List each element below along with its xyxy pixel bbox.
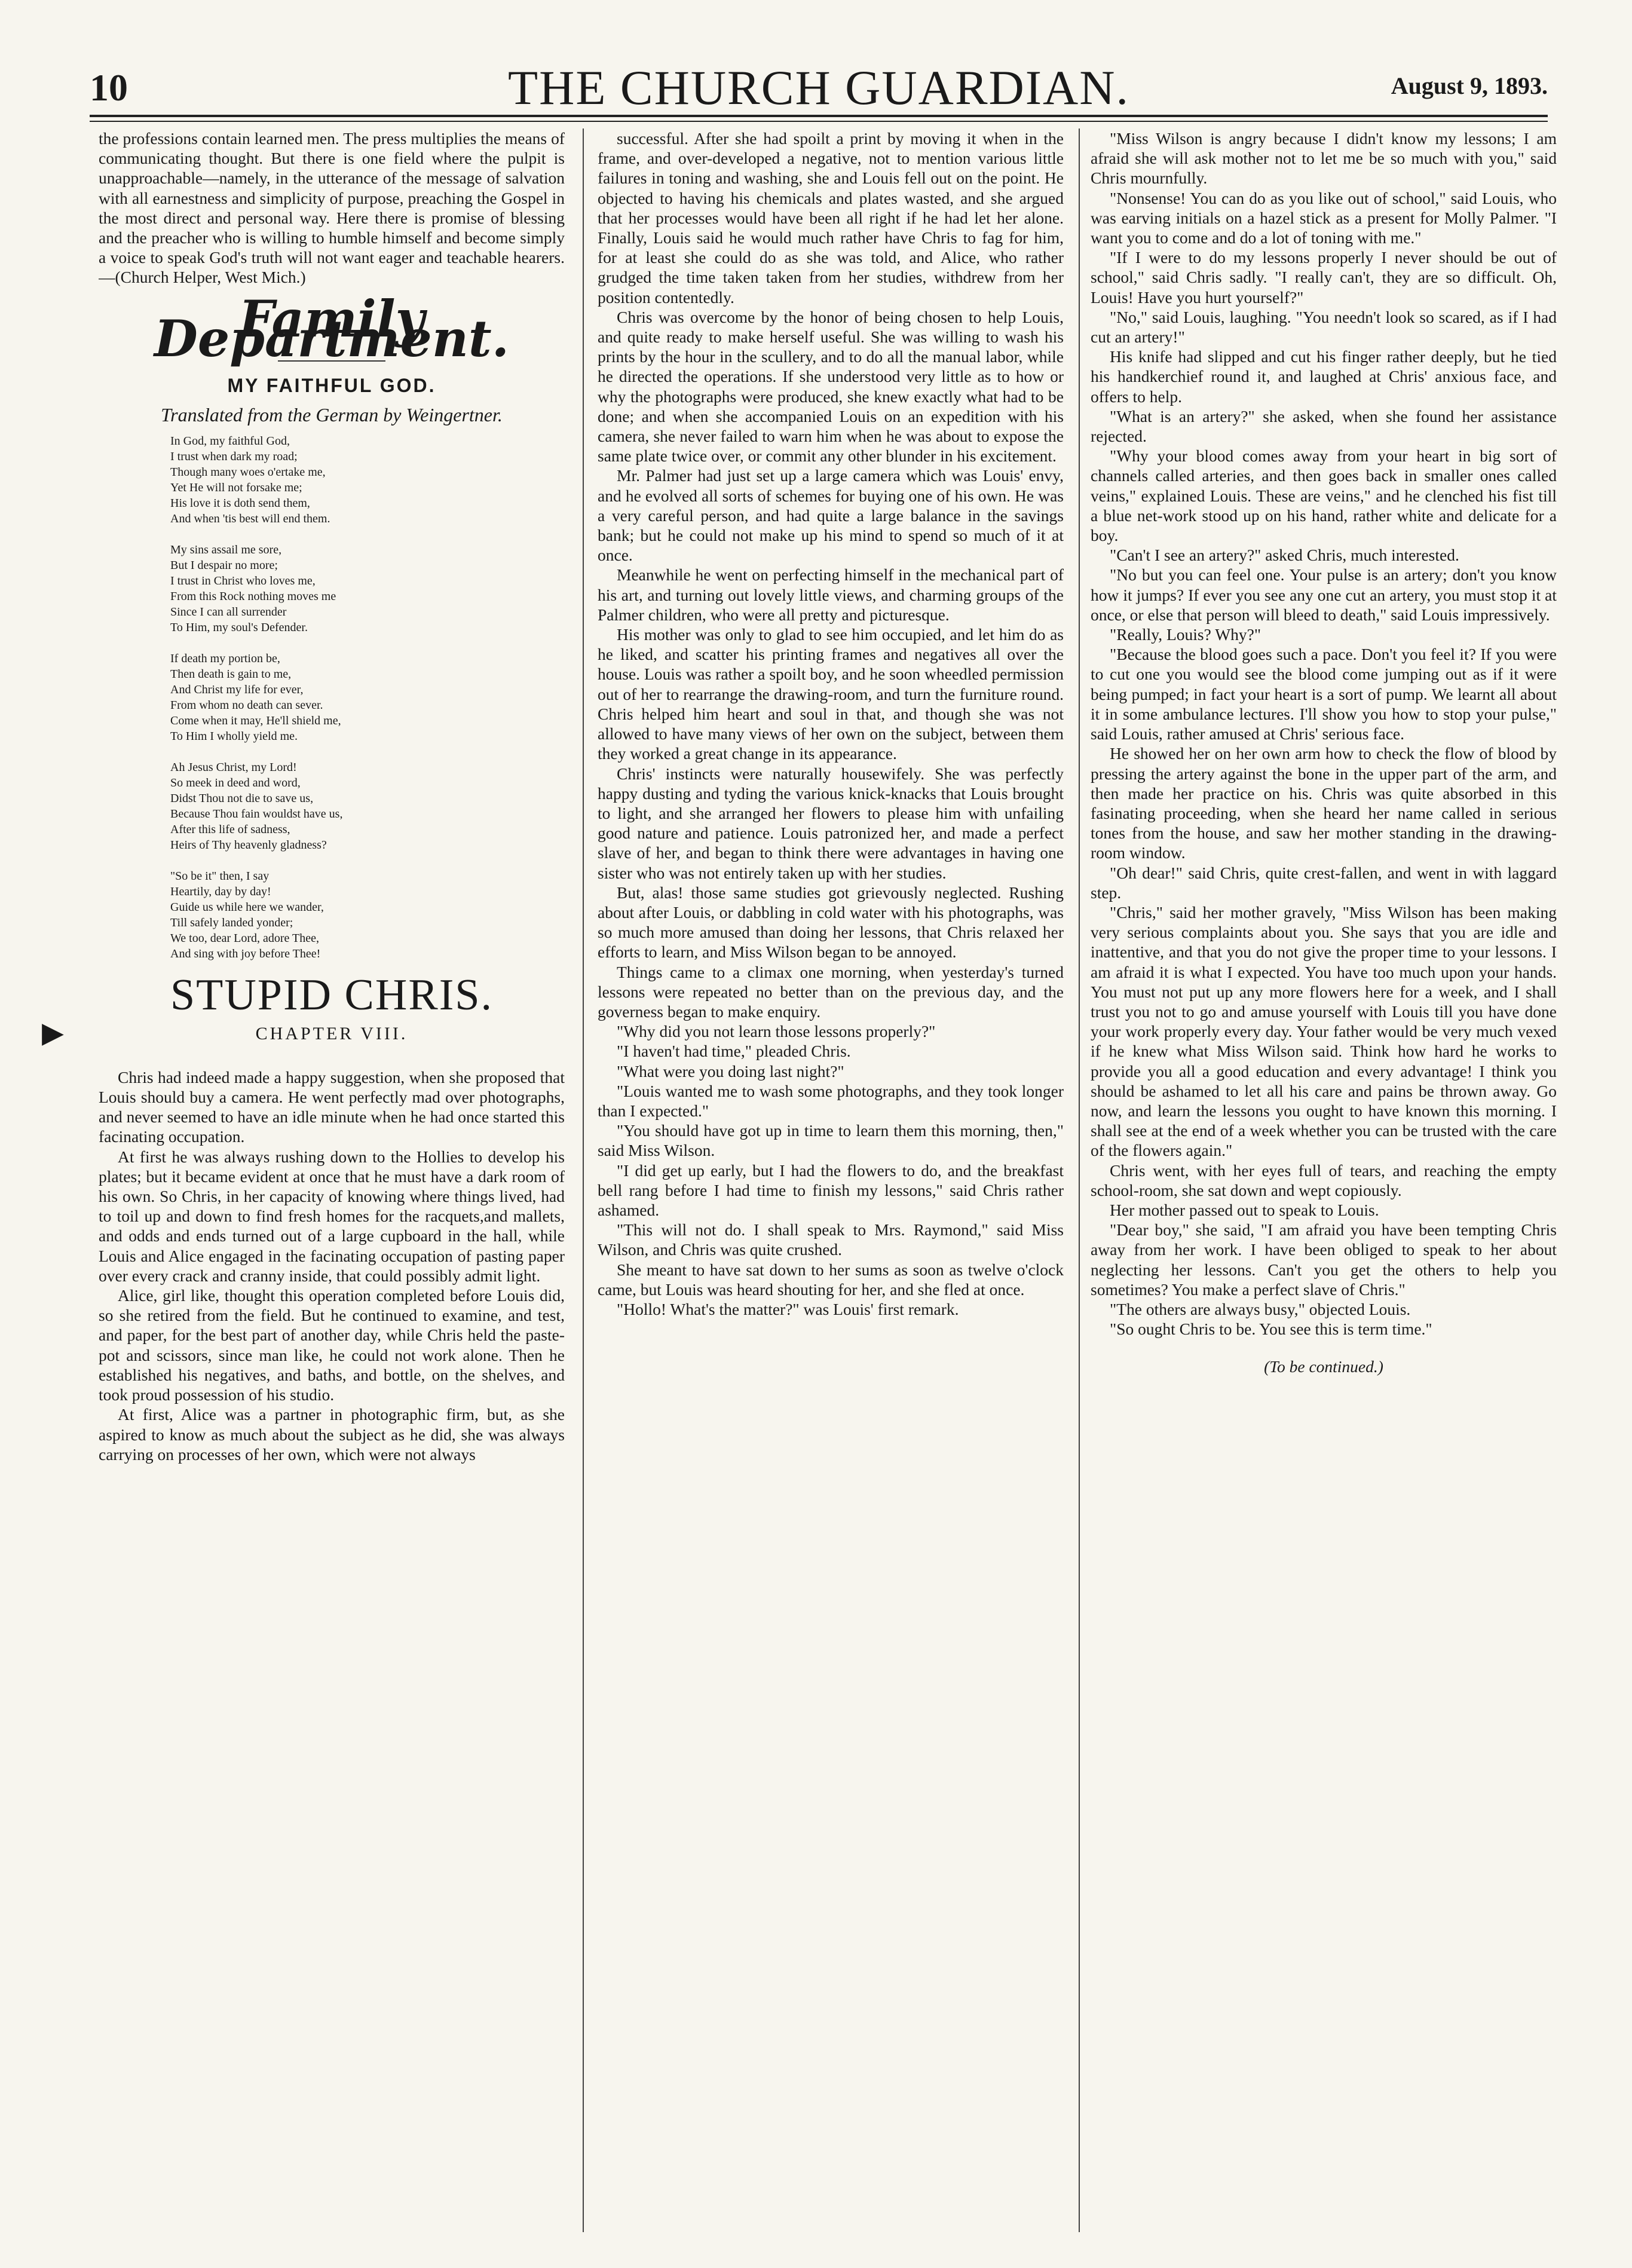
paragraph: He showed her on her own arm how to check the flow of blood by pressing the artery against the bone in the upper part of the arm, and then made her practice on his. Chris was quite absorbed in this fasinating proceeding, when she heard her name called in serious tones from the house, and saw her mother standing in the drawing-room window.	[1091, 744, 1557, 862]
poem-line: I trust in Christ who loves me,	[170, 574, 316, 588]
poem-line: And sing with joy before Thee!	[170, 947, 321, 961]
story-title: STUPID CHRIS.	[170, 971, 493, 1020]
paragraph: Chris had indeed made a happy suggestion, when she proposed that Louis should buy a camera. He went perfectly mad over photographs, and never seemed to have an idle minute when he had once started this facinating occupation.	[99, 1067, 565, 1146]
paragraph: "Miss Wilson is angry because I didn't know my lessons; I am afraid she will ask mother not to let me be so much with you," said Chris mournfully.	[1091, 129, 1557, 188]
page-number: 10	[90, 66, 128, 109]
paragraph: "What is an artery?" she asked, when she found her assistance rejected.	[1091, 406, 1557, 446]
paragraph: "So ought Chris to be. You see this is term time."	[1110, 1320, 1432, 1339]
margin-arrow-icon: ▶	[42, 1017, 64, 1049]
poem-line: Didst Thou not die to save us,	[170, 792, 314, 806]
article-ending: the professions contain learned men. The press multiplies the means of communicating thought. But there is one field where the pulpit is unapproachable—namely, in the utterance of the message of salvation with all earnestness and simplicity of purpose, preaching the Gospel in the most direct and personal way. Here there is promise of blessing and the preacher who is willing to humble himself and become simply a voice to speak God's truth will not want eager and teachable hearers.—(Church Helper, West Mich.)	[99, 129, 565, 287]
poem-line: Come when it may, He'll shield me,	[170, 714, 341, 728]
poem-stanza	[170, 433, 565, 527]
paragraph: successful. After she had spoilt a print by moving it when in the frame, and over-developed a negative, not to mention various little failures in toning and washing, she and Louis fell out on the point. He objected to having his chemicals and plates wasted, and she argued that her processes would have been all right if he had let her alone. Finally, Louis said he would much rather have Chris to fag for him, for at least she could do as she was told, and Alice, who rather grudged the time taken taken from her studies, withdrew from her position contentedly.	[598, 129, 1064, 307]
poem-line: Then death is gain to me,	[170, 668, 292, 681]
paragraph: Things came to a climax one morning, when yesterday's turned lessons were repeated no better than on the previous day, and the governess began to make enquiry.	[598, 962, 1064, 1021]
paragraph: Mr. Palmer had just set up a large camera which was Louis' envy, and he evolved all sorts of schemes for buying one of his own. He was a very careful person, and had quite a large balance in the savings bank; but he could not make up his mind to spend so much of it at once.	[598, 466, 1064, 565]
poem-body	[99, 433, 565, 962]
paragraph: "What were you doing last night?"	[617, 1061, 844, 1081]
column-3	[1091, 128, 1557, 2244]
paragraph: Her mother passed out to speak to Louis.	[1110, 1200, 1379, 1219]
poem-line: Heirs of Thy heavenly gladness?	[170, 838, 327, 852]
paragraph: "Nonsense! You can do as you like out of school," said Louis, who was earving initials on a hazel stick as a present for Molly Palmer. "I want you to come and do a lot of toning with me."	[1091, 188, 1557, 247]
paragraph: "Why your blood comes away from your heart in big sort of channels called arteries, and then goes back in smaller ones called veins," explained Louis. These are veins," and he clenched his fist till a blue net-work stood up on his hand, rather white and delicate for a boy.	[1091, 446, 1557, 545]
poem-stanza	[170, 760, 565, 853]
paragraph: "The others are always busy," objected Louis.	[1110, 1299, 1411, 1318]
masthead	[90, 60, 1548, 120]
poem-line: From this Rock nothing moves me	[170, 590, 336, 604]
paragraph: "If I were to do my lessons properly I never should be out of school," said Chris sadly. "I really can't, they are so difficult. Oh, Louis! Have you hurt yourself?"	[1091, 248, 1557, 307]
paragraph: She meant to have sat down to her sums as soon as twelve o'clock came, but Louis was heard shouting for her, and she fled at once.	[598, 1260, 1064, 1299]
paragraph: At first, Alice was a partner in photographic firm, but, as she aspired to know as much about the subject as he did, she was always carrying on processes of her own, which were not always	[99, 1405, 565, 1464]
story-text	[1091, 128, 1557, 1339]
poem-line: I trust when dark my road;	[170, 450, 298, 464]
paragraph: "Chris," said her mother gravely, "Miss Wilson has been making very serious complaints about you. She says that you are idle and inattentive, and that you do not give the proper time to your lessons. I am afraid it is what I expected. You have too much upon your hands. You must not put up any more flowers here for a week, and I shall trust you not to go and amuse yourself with Louis till you have done your work properly every day. Your father would be very much vexed if he knew what Miss Wilson said. Think how hard he works to provide you all a good education and every advantage! I think you should be ashamed to let all his care and pains be thrown away. Go now, and learn the lessons you ought to have known this morning. I shall see at the end of a week whether you can be trusted with the care of the flowers again."	[1091, 902, 1557, 1160]
column-2	[598, 128, 1064, 2244]
paragraph: Meanwhile he went on perfecting himself in the mechanical part of his art, and turning out lovely little views, and charming groups of the Palmer children, who were all pretty and picturesque.	[598, 565, 1064, 624]
paragraph: "Really, Louis? Why?"	[1110, 625, 1261, 644]
poem-line: Till safely landed yonder;	[170, 916, 293, 930]
chapter-heading: CHAPTER VIII.	[255, 1023, 408, 1043]
poem-stanza	[170, 868, 565, 962]
poem-stanza	[170, 651, 565, 744]
poem-line: From whom no death can sever.	[170, 699, 323, 712]
header-rule-thick	[90, 115, 1548, 117]
poem-line: Ah Jesus Christ, my Lord!	[170, 761, 297, 775]
paragraph: "No," said Louis, laughing. "You needn't look so scared, as if I had cut an artery!"	[1091, 307, 1557, 347]
poem-line: In God, my faithful God,	[170, 434, 290, 448]
header-rule-thin	[90, 121, 1548, 122]
poem-line: My sins assail me sore,	[170, 543, 282, 557]
paragraph: "Why did you not learn those lessons properly?"	[617, 1022, 936, 1041]
paragraph: "Dear boy," she said, "I am afraid you have been tempting Chris away from her work. I have been obliged to speak to her about neglecting her lessons. Can't you get the others to help you sometimes? You make a perfect slave of Chris."	[1091, 1220, 1557, 1299]
paragraph: "No but you can feel one. Your pulse is an artery; don't you know how it jumps? If ever you see any one cut an artery, you must stop it at once, or else that person will bleed to death," said Louis impressively.	[1091, 565, 1557, 624]
paragraph: His mother was only to glad to see him occupied, and let him do as he liked, and scatter his printing frames and negatives all over the house. Louis was rather a spoilt boy, and he soon wheedled permission out of her to rearrange the drawing-room, and turn the furniture round. Chris helped him heart and soul in that, and though she was not allowed to have many views of her own on the subject, between them they worked a great change in its appearance.	[598, 625, 1064, 763]
poem-line: But I despair no more;	[170, 559, 278, 573]
poem-line: Yet He will not forsake me;	[170, 481, 302, 495]
paragraph: "Oh dear!" said Chris, quite crest-fallen, and went in with laggard step.	[1091, 863, 1557, 902]
column-1	[99, 128, 565, 2244]
paragraph: At first he was always rushing down to the Hollies to develop his plates; but it became evident at once that he must have a dark room of his own. So Chris, in her capacity of knowing where things lived, had to toil up and down to find fresh homes for the racquets,and mallets, and odds and ends turned out of a large cupboard in the hall, while Louis and Alice engaged in the facinating occupation of pasting paper over every crack and cranny inside, that could possibly admit light.	[99, 1147, 565, 1285]
story-text	[99, 1067, 565, 1464]
poem-line: We too, dear Lord, adore Thee,	[170, 932, 320, 945]
column-divider	[583, 128, 584, 2232]
poem-line: To Him, my soul's Defender.	[170, 621, 308, 635]
poem-line: And when 'tis best will end them.	[170, 512, 330, 526]
newspaper-title: THE CHURCH GUARDIAN.	[508, 60, 1129, 115]
poem-stanza	[170, 542, 565, 635]
poem-line: Since I can all surrender	[170, 605, 287, 619]
paragraph: Chris' instincts were naturally housewifely. She was perfectly happy dusting and tyding the various knick-knacks that Louis brought to light, and she arranged her flowers to please him with unfailing good nature and patience. Louis patronized her, and made a perfect slave of her, and began to think there were advantages in having one sister who was not entirely taken up with her studies.	[598, 764, 1064, 882]
issue-date: August 9, 1893.	[1391, 72, 1548, 99]
paragraph: "I haven't had time," pleaded Chris.	[617, 1042, 851, 1061]
section-heading: Family Department.	[154, 289, 509, 368]
column-divider	[1079, 128, 1080, 2232]
poem-line: Heartily, day by day!	[170, 885, 271, 899]
poem-subtitle: Translated from the German by Weingertner.	[161, 404, 503, 426]
paragraph: "Because the blood goes such a pace. Don't you feel it? If you were to cut one you would see the blood come jumping out as if it were being pumped; in fact your heart is a sort of pump. We learnt all about it in some ambulance lectures. I'll show you how to stop your pulse," said Louis, rather amused at Chris' serious face.	[1091, 645, 1557, 743]
paragraph: "I did get up early, but I had the flowers to do, and the breakfast bell rang before I had time to finish my lessons," said Chris rather ashamed.	[598, 1161, 1064, 1219]
poem-line: "So be it" then, I say	[170, 870, 270, 883]
story-text	[598, 128, 1064, 1319]
paragraph: But, alas! those same studies got grievously neglected. Rushing about after Louis, or dabbling in cold water with his photographs, was so much more amused than doing her lessons, that Chris relaxed her efforts to learn, and Miss Wilson began to be annoyed.	[598, 883, 1064, 962]
to-be-continued: (To be continued.)	[1264, 1357, 1383, 1376]
poem-line: If death my portion be,	[170, 652, 280, 666]
poem-line: And Christ my life for ever,	[170, 683, 304, 697]
poem-line: So meek in deed and word,	[170, 776, 301, 790]
paragraph: "This will not do. I shall speak to Mrs. Raymond," said Miss Wilson, and Chris was quite crushed.	[598, 1220, 1064, 1259]
paragraph: His knife had slipped and cut his finger rather deeply, but he tied his handkerchief round it, and laughed at Chris' anxious face, and offers to help.	[1091, 347, 1557, 406]
poem-line: His love it is doth send them,	[170, 497, 310, 510]
poem-line: Though many woes o'ertake me,	[170, 466, 326, 479]
poem-line: After this life of sadness,	[170, 823, 290, 837]
paragraph: "Hollo! What's the matter?" was Louis' first remark.	[617, 1299, 959, 1318]
poem-line: To Him I wholly yield me.	[170, 730, 298, 743]
poem-line: Guide us while here we wander,	[170, 901, 324, 914]
paragraph: "You should have got up in time to learn them this morning, then," said Miss Wilson.	[598, 1121, 1064, 1160]
paragraph: Chris was overcome by the honor of being chosen to help Louis, and quite ready to make herself useful. She was willing to wash his prints by the hour in the scullery, and to do all the manual labor, while he directed the operations. If she understood very little as to how or why the photographs were produced, she knew exactly what had to be done; and when she accompanied Louis on an expedition with his camera, she never failed to warn him when he was about to expose the same plate twice over, or commit any other blunder in his excitement.	[598, 307, 1064, 466]
paragraph: Chris went, with her eyes full of tears, and reaching the empty school-room, she sat down and wept copiously.	[1091, 1161, 1557, 1199]
paragraph: "Louis wanted me to wash some photographs, and they took longer than I expected."	[598, 1081, 1064, 1120]
poem-title: MY FAITHFUL GOD.	[227, 375, 436, 397]
poem-line: Because Thou fain wouldst have us,	[170, 807, 343, 821]
paragraph: "Can't I see an artery?" asked Chris, much interested.	[1110, 546, 1459, 565]
paragraph: Alice, girl like, thought this operation completed before Louis did, so she retired from the field. But he continued to examine, and test, and paper, for the best part of another day, while Chris held the paste-pot and scissors, since man like, he could not work alone. Then he established his negatives, and baths, and bottle, on the shelves, and took proud possession of his studio.	[99, 1286, 565, 1404]
